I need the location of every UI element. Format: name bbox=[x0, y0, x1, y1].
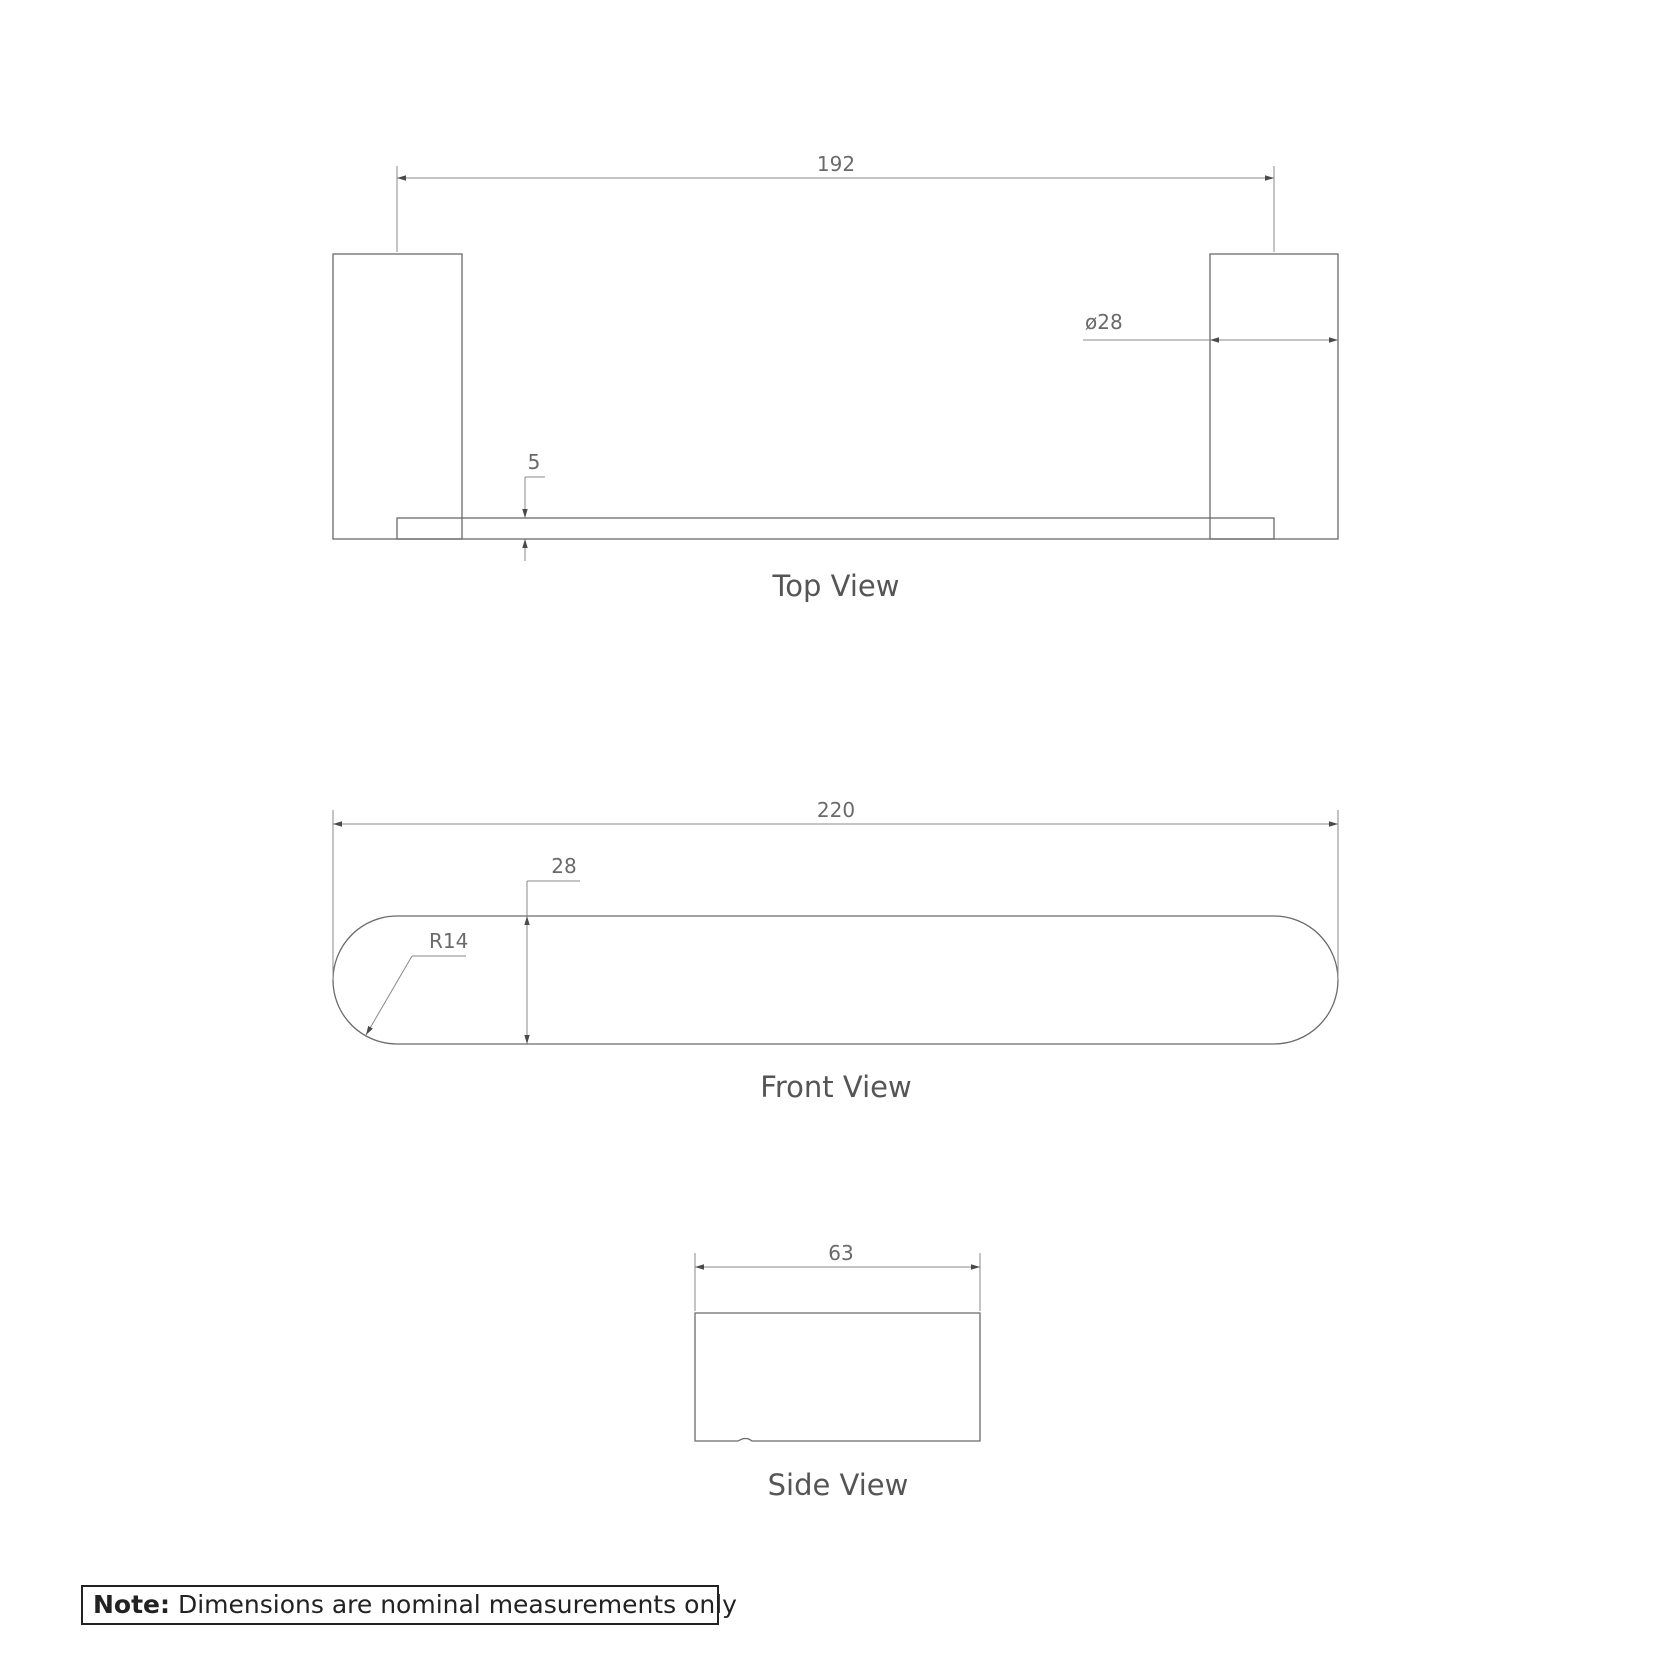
top-view bbox=[333, 152, 1338, 603]
top-view-left-post bbox=[333, 254, 462, 539]
front-view bbox=[333, 798, 1338, 1104]
note-prefix: Note: bbox=[93, 1590, 171, 1619]
front-view-body bbox=[333, 916, 1338, 1044]
dim-28-label: 28 bbox=[551, 854, 577, 878]
dim-diameter-label: ø28 bbox=[1085, 310, 1123, 334]
dim-5-label: 5 bbox=[527, 450, 541, 474]
dim-63-label: 63 bbox=[828, 1241, 854, 1265]
side-view-label: Side View bbox=[767, 1468, 909, 1502]
note-box bbox=[81, 1585, 737, 1625]
note-text: Dimensions are nominal measurements only bbox=[177, 1590, 737, 1619]
dim-192-label: 192 bbox=[816, 152, 856, 176]
side-view bbox=[695, 1241, 980, 1502]
top-view-label: Top View bbox=[772, 569, 900, 603]
dim-radius-leader bbox=[366, 956, 412, 1035]
side-view-body bbox=[695, 1313, 980, 1441]
front-view-label: Front View bbox=[760, 1070, 912, 1104]
top-view-bar bbox=[397, 518, 1274, 539]
dim-radius-label: R14 bbox=[429, 929, 469, 953]
dim-220-label: 220 bbox=[816, 798, 856, 822]
top-view-right-post bbox=[1210, 254, 1338, 539]
